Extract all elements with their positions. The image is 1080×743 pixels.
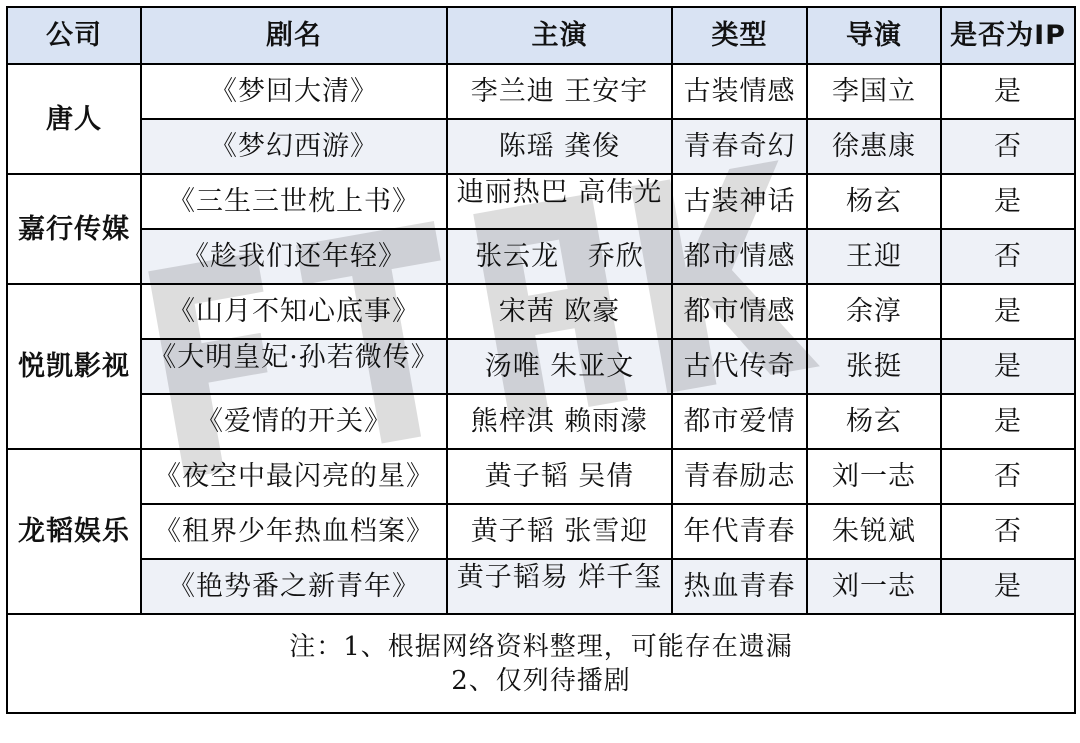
company-cell: 唐人 [7, 64, 141, 174]
genre-cell: 青春奇幻 [672, 119, 807, 174]
title-cell [141, 339, 447, 394]
ip-cell: 否 [941, 449, 1075, 504]
company-cell: 龙韬娱乐 [7, 449, 141, 614]
genre-cell: 古装情感 [672, 64, 807, 119]
ip-cell: 否 [941, 504, 1075, 559]
table-row [7, 229, 1075, 284]
cast-cell: 宋茜 欧豪 [447, 284, 672, 339]
note-line-1: 注：1、根据网络资料整理，可能存在遗漏 [289, 631, 793, 662]
drama-table [6, 6, 1076, 714]
ip-cell: 是 [941, 339, 1075, 394]
ip-cell: 是 [941, 284, 1075, 339]
note-cell [7, 614, 1075, 713]
cast-cell: 李兰迪 王安宇 [447, 64, 672, 119]
table-row [7, 284, 1075, 339]
title-cell: 《艳势番之新青年》 [141, 559, 447, 614]
director-cell: 徐惠康 [807, 119, 941, 174]
title-cell: 《爱情的开关》 [141, 394, 447, 449]
title-cell: 《梦幻西游》 [141, 119, 447, 174]
ip-cell: 否 [941, 229, 1075, 284]
note-row [7, 614, 1075, 713]
director-cell: 王迎 [807, 229, 941, 284]
title-cell: 《三生三世枕上书》 [141, 174, 447, 229]
header-company: 公司 [7, 7, 141, 64]
header-cast: 主演 [447, 7, 672, 64]
cast-cell: 陈瑶 龚俊 [447, 119, 672, 174]
director-cell: 朱锐斌 [807, 504, 941, 559]
table-row [7, 394, 1075, 449]
table-row [7, 449, 1075, 504]
cast-cell [447, 559, 672, 614]
genre-cell: 年代青春 [672, 504, 807, 559]
note-line-2: 2、仅列待播剧 [451, 665, 631, 696]
table-row [7, 119, 1075, 174]
ip-cell: 是 [941, 174, 1075, 229]
cast-cell: 黄子韬 张雪迎 [447, 504, 672, 559]
genre-cell: 都市爱情 [672, 394, 807, 449]
cast-text: 迪丽热巴 高伟光 [456, 176, 663, 208]
ip-cell: 是 [941, 559, 1075, 614]
director-cell: 刘一志 [807, 449, 941, 504]
title-cell: 《山月不知心底事》 [141, 284, 447, 339]
ip-cell: 否 [941, 119, 1075, 174]
header-genre: 类型 [672, 7, 807, 64]
title-cell: 《梦回大清》 [141, 64, 447, 119]
cast-cell: 张云龙 乔欣 [447, 229, 672, 284]
table-row [7, 64, 1075, 119]
director-cell: 张挺 [807, 339, 941, 394]
header-title: 剧名 [141, 7, 447, 64]
title-cell: 《趁我们还年轻》 [141, 229, 447, 284]
company-cell: 嘉行传媒 [7, 174, 141, 284]
table-row [7, 339, 1075, 394]
cast-cell [447, 174, 672, 229]
genre-cell: 热血青春 [672, 559, 807, 614]
genre-cell: 都市情感 [672, 284, 807, 339]
ip-cell: 是 [941, 64, 1075, 119]
genre-cell: 古代传奇 [672, 339, 807, 394]
table-row [7, 504, 1075, 559]
company-cell: 悦凯影视 [7, 284, 141, 449]
director-cell: 杨玄 [807, 174, 941, 229]
director-cell: 杨玄 [807, 394, 941, 449]
director-cell: 李国立 [807, 64, 941, 119]
title-cell: 《租界少年热血档案》 [141, 504, 447, 559]
genre-cell: 古装神话 [672, 174, 807, 229]
cast-text: 黄子韬易 烊千玺 [456, 561, 663, 593]
title-cell: 《夜空中最闪亮的星》 [141, 449, 447, 504]
director-cell: 余淳 [807, 284, 941, 339]
table-row [7, 559, 1075, 614]
genre-cell: 都市情感 [672, 229, 807, 284]
ip-cell: 是 [941, 394, 1075, 449]
director-cell: 刘一志 [807, 559, 941, 614]
title-text: 《大明皇妃·孙若微传》 [149, 341, 439, 373]
header-is-ip: 是否为IP [941, 7, 1075, 64]
cast-cell: 汤唯 朱亚文 [447, 339, 672, 394]
header-director: 导演 [807, 7, 941, 64]
genre-cell: 青春励志 [672, 449, 807, 504]
header-row [7, 7, 1075, 64]
cast-cell: 熊梓淇 赖雨濛 [447, 394, 672, 449]
table-row [7, 174, 1075, 229]
cast-cell: 黄子韬 吴倩 [447, 449, 672, 504]
